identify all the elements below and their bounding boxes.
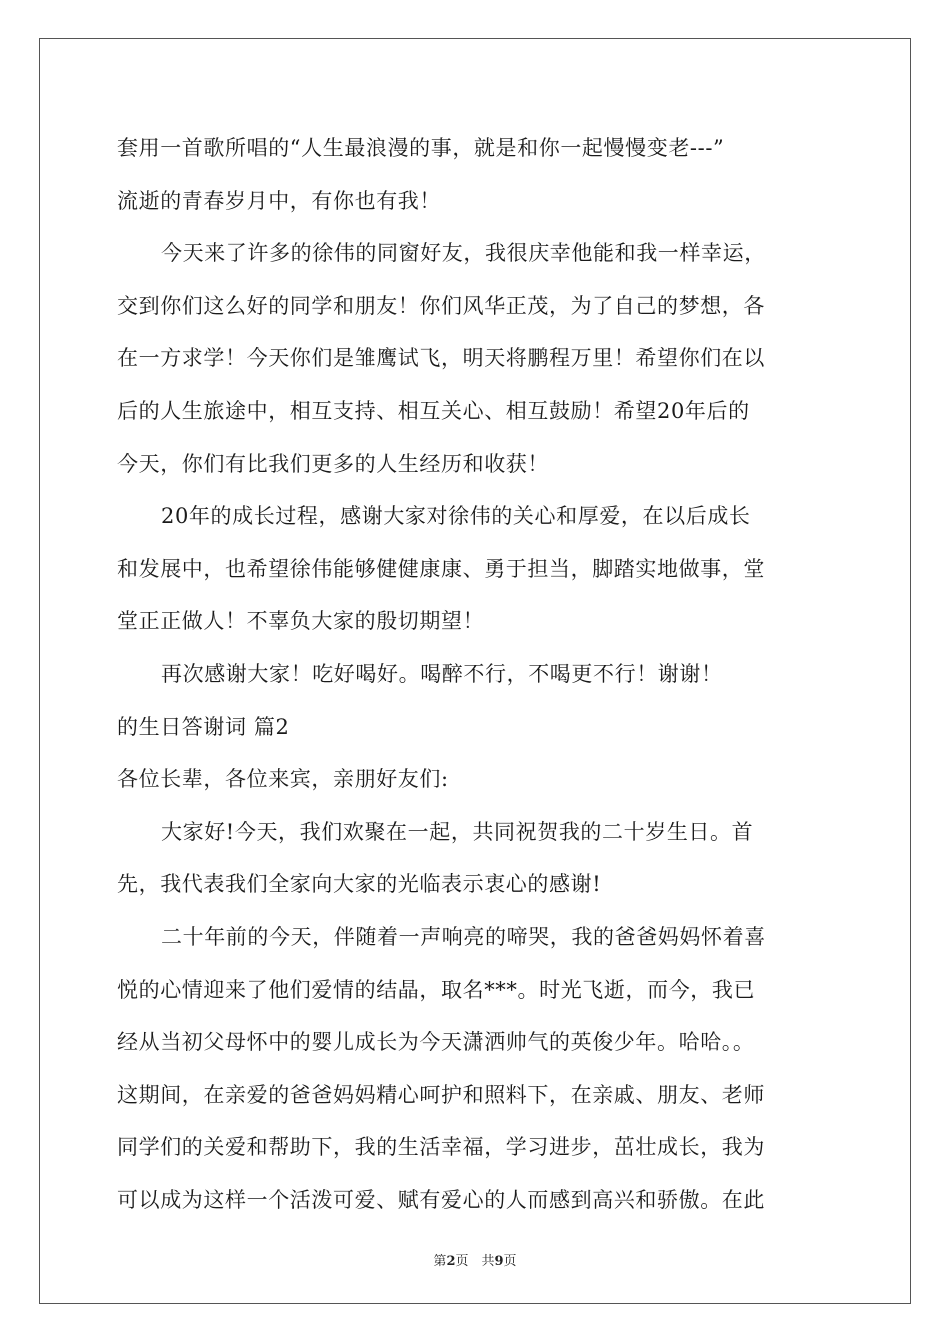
text-line: 这期间，在亲爱的爸爸妈妈精心呵护和照料下，在亲戚、朋友、老师: [117, 1082, 765, 1107]
text-line: 各位长辈，各位来宾，亲朋好友们:: [117, 767, 449, 792]
footer-suffix: 页: [503, 1254, 517, 1269]
text-line: 今天，你们有比我们更多的人生经历和收获！: [117, 451, 549, 476]
text-line: 悦的心情迎来了他们爱情的结晶，取名***。时光飞逝，而今，我已: [117, 977, 756, 1002]
text-line: 可以成为这样一个活泼可爱、赋有爱心的人而感到高兴和骄傲。在此: [117, 1187, 765, 1212]
text-line: 先，我代表我们全家向大家的光临表示衷心的感谢!: [117, 872, 602, 897]
page-footer: [0, 1254, 950, 1270]
text-line: 20年的成长过程，感谢大家对徐伟的关心和厚爱，在以后成长: [161, 504, 751, 529]
text-line: 经从当初父母怀中的婴儿成长为今天潇洒帅气的英俊少年。哈哈。。: [117, 1030, 755, 1055]
text-line: 交到你们这么好的同学和朋友！你们风华正茂，为了自己的梦想，各: [117, 293, 765, 318]
text-line: 套用一首歌所唱的“人生最浪漫的事，就是和你一起慢慢变老---”: [117, 136, 725, 160]
text-line: 二十年前的今天，伴随着一声响亮的啼哭，我的爸爸妈妈怀着喜: [161, 924, 766, 949]
footer-middle: 页 共: [455, 1254, 495, 1269]
text-line: 今天来了许多的徐伟的同窗好友，我很庆幸他能和我一样幸运，: [161, 241, 766, 266]
text-line: 后的人生旅途中，相互支持、相互关心、相互鼓励！希望20年后的: [117, 398, 750, 423]
text-line: 同学们的关爱和帮助下，我的生活幸福，学习进步，茁壮成长，我为: [117, 1135, 765, 1160]
document-body: [117, 122, 835, 1226]
footer-total-pages: 9: [494, 1254, 504, 1269]
text-line: 大家好!今天，我们欢聚在一起，共同祝贺我的二十岁生日。首: [161, 819, 754, 844]
text-line: 在一方求学！今天你们是雏鹰试飞，明天将鹏程万里！希望你们在以: [117, 346, 765, 371]
footer-prefix: 第: [433, 1254, 447, 1269]
text-line: 再次感谢大家！吃好喝好。喝醉不行，不喝更不行！谢谢！: [161, 661, 723, 686]
text-line: 流逝的青春岁月中，有你也有我！: [117, 188, 441, 213]
text-line: 的生日答谢词 篇2: [117, 714, 290, 739]
text-line: 堂正正做人！不辜负大家的殷切期望！: [117, 609, 485, 634]
text-line: 和发展中，也希望徐伟能够健健康康、勇于担当，脚踏实地做事，堂: [117, 556, 765, 581]
footer-page-number: 2: [446, 1254, 456, 1269]
